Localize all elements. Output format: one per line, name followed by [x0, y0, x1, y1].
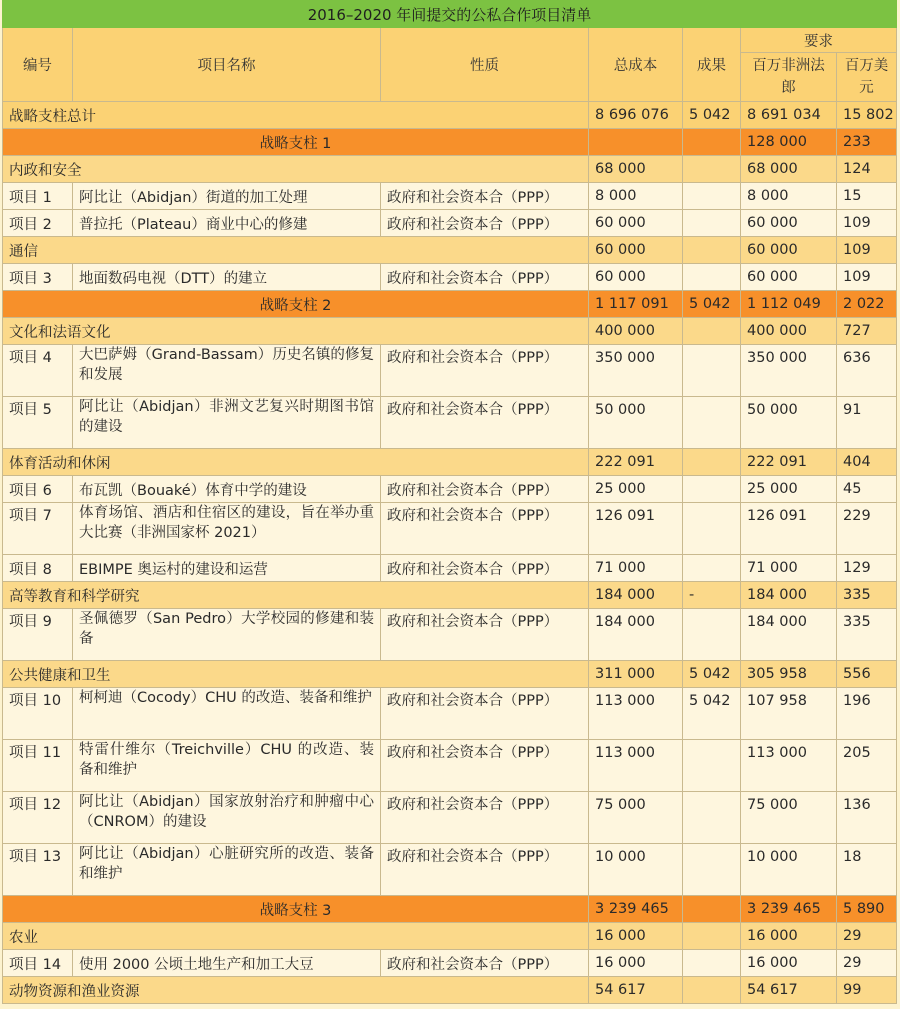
usd-cell: 136	[837, 792, 897, 844]
project-id: 项目 7	[3, 503, 73, 555]
total-cost-cell: 16 000	[589, 923, 683, 950]
fcfa-cell: 60 000	[741, 264, 837, 291]
fcfa-cell: 305 958	[741, 661, 837, 688]
project-id: 项目 6	[3, 476, 73, 503]
project-name: 地面数码电视（DTT）的建立	[73, 264, 381, 291]
sector-row	[3, 661, 897, 688]
usd-cell: 335	[837, 609, 897, 661]
fcfa-cell: 50 000	[741, 397, 837, 449]
fcfa-cell: 10 000	[741, 844, 837, 896]
project-nature: 政府和社会资本合（PPP）	[381, 264, 589, 291]
fcfa-cell: 25 000	[741, 476, 837, 503]
usd-cell: 109	[837, 237, 897, 264]
result-cell: -	[683, 582, 741, 609]
usd-cell: 109	[837, 264, 897, 291]
result-cell	[683, 844, 741, 896]
sector-name: 高等教育和科学研究	[3, 582, 589, 609]
total-cost-cell: 3 239 465	[589, 896, 683, 923]
total-cost-cell: 71 000	[589, 555, 683, 582]
pillar-name: 战略支柱 3	[3, 896, 589, 923]
usd-cell: 727	[837, 318, 897, 345]
ppp-project-table	[2, 0, 897, 1004]
result-cell	[683, 156, 741, 183]
total-cost-cell: 311 000	[589, 661, 683, 688]
project-id: 项目 3	[3, 264, 73, 291]
header-fcfa: 百万非洲法郎	[741, 53, 837, 102]
project-name: 阿比让（Abidjan）街道的加工处理	[73, 183, 381, 210]
project-row	[3, 844, 897, 896]
project-id: 项目 1	[3, 183, 73, 210]
fcfa-cell: 60 000	[741, 237, 837, 264]
usd-cell: 229	[837, 503, 897, 555]
usd-cell: 196	[837, 688, 897, 740]
result-cell	[683, 950, 741, 977]
result-cell: 5 042	[683, 291, 741, 318]
header-row-1	[3, 28, 897, 53]
fcfa-cell: 184 000	[741, 582, 837, 609]
result-cell	[683, 740, 741, 792]
result-cell	[683, 609, 741, 661]
sector-name: 农业	[3, 923, 589, 950]
fcfa-cell: 54 617	[741, 977, 837, 1004]
usd-cell: 91	[837, 397, 897, 449]
table-title-row	[3, 1, 897, 28]
sector-name: 文化和法语文化	[3, 318, 589, 345]
fcfa-cell: 128 000	[741, 129, 837, 156]
total-cost-cell: 1 117 091	[589, 291, 683, 318]
project-nature: 政府和社会资本合（PPP）	[381, 792, 589, 844]
project-id: 项目 8	[3, 555, 73, 582]
project-row	[3, 210, 897, 237]
project-name: 阿比让（Abidjan）非洲文艺复兴时期图书馆的建设	[73, 397, 381, 449]
total-cost-cell: 54 617	[589, 977, 683, 1004]
project-nature: 政府和社会资本合（PPP）	[381, 210, 589, 237]
header-id: 编号	[3, 28, 73, 102]
fcfa-cell: 400 000	[741, 318, 837, 345]
project-row	[3, 397, 897, 449]
usd-cell: 29	[837, 950, 897, 977]
project-row	[3, 264, 897, 291]
grand-total-label: 战略支柱总计	[3, 102, 589, 129]
usd-cell: 124	[837, 156, 897, 183]
project-nature: 政府和社会资本合（PPP）	[381, 844, 589, 896]
total-cost-cell: 60 000	[589, 237, 683, 264]
total-cost-cell: 8 000	[589, 183, 683, 210]
usd-cell: 5 890	[837, 896, 897, 923]
usd-cell: 556	[837, 661, 897, 688]
result-cell	[683, 923, 741, 950]
fcfa-cell: 68 000	[741, 156, 837, 183]
sector-name: 公共健康和卫生	[3, 661, 589, 688]
sector-row	[3, 449, 897, 476]
project-row	[3, 503, 897, 555]
sector-row	[3, 156, 897, 183]
header-total-cost: 总成本	[589, 28, 683, 102]
result-cell	[683, 183, 741, 210]
project-id: 项目 2	[3, 210, 73, 237]
grand-total-fcfa: 8 691 034	[741, 102, 837, 129]
pillar-row	[3, 291, 897, 318]
fcfa-cell: 222 091	[741, 449, 837, 476]
fcfa-cell: 184 000	[741, 609, 837, 661]
header-name: 项目名称	[73, 28, 381, 102]
result-cell	[683, 397, 741, 449]
grand-total-usd: 15 802	[837, 102, 897, 129]
result-cell	[683, 210, 741, 237]
result-cell	[683, 345, 741, 397]
fcfa-cell: 350 000	[741, 345, 837, 397]
project-nature: 政府和社会资本合（PPP）	[381, 740, 589, 792]
usd-cell: 45	[837, 476, 897, 503]
sector-row	[3, 923, 897, 950]
total-cost-cell: 60 000	[589, 210, 683, 237]
fcfa-cell: 75 000	[741, 792, 837, 844]
project-name: 阿比让（Abidjan）心脏研究所的改造、装备和维护	[73, 844, 381, 896]
result-cell	[683, 896, 741, 923]
sector-row	[3, 582, 897, 609]
usd-cell: 636	[837, 345, 897, 397]
usd-cell: 15	[837, 183, 897, 210]
fcfa-cell: 3 239 465	[741, 896, 837, 923]
usd-cell: 233	[837, 129, 897, 156]
project-nature: 政府和社会资本合（PPP）	[381, 397, 589, 449]
sector-name: 通信	[3, 237, 589, 264]
usd-cell: 18	[837, 844, 897, 896]
project-nature: 政府和社会资本合（PPP）	[381, 183, 589, 210]
table-title: 2016–2020 年间提交的公私合作项目清单	[3, 1, 897, 28]
sector-row	[3, 977, 897, 1004]
usd-cell: 2 022	[837, 291, 897, 318]
fcfa-cell: 113 000	[741, 740, 837, 792]
sector-row	[3, 237, 897, 264]
total-cost-cell	[589, 129, 683, 156]
result-cell	[683, 503, 741, 555]
project-id: 项目 5	[3, 397, 73, 449]
sector-name: 内政和安全	[3, 156, 589, 183]
project-id: 项目 12	[3, 792, 73, 844]
usd-cell: 404	[837, 449, 897, 476]
sector-name: 动物资源和渔业资源	[3, 977, 589, 1004]
result-cell	[683, 792, 741, 844]
total-cost-cell: 222 091	[589, 449, 683, 476]
project-nature: 政府和社会资本合（PPP）	[381, 476, 589, 503]
grand-total-result: 5 042	[683, 102, 741, 129]
result-cell	[683, 476, 741, 503]
project-id: 项目 9	[3, 609, 73, 661]
header-result: 成果	[683, 28, 741, 102]
pillar-row	[3, 129, 897, 156]
project-row	[3, 688, 897, 740]
grand-total-cost: 8 696 076	[589, 102, 683, 129]
fcfa-cell: 8 000	[741, 183, 837, 210]
total-cost-cell: 50 000	[589, 397, 683, 449]
result-cell	[683, 555, 741, 582]
result-cell	[683, 129, 741, 156]
total-cost-cell: 60 000	[589, 264, 683, 291]
total-cost-cell: 25 000	[589, 476, 683, 503]
project-row	[3, 555, 897, 582]
result-cell	[683, 237, 741, 264]
project-row	[3, 792, 897, 844]
project-name: 布瓦凯（Bouaké）体育中学的建设	[73, 476, 381, 503]
project-name: EBIMPE 奥运村的建设和运营	[73, 555, 381, 582]
fcfa-cell: 16 000	[741, 950, 837, 977]
project-nature: 政府和社会资本合（PPP）	[381, 503, 589, 555]
fcfa-cell: 107 958	[741, 688, 837, 740]
total-cost-cell: 68 000	[589, 156, 683, 183]
project-row	[3, 183, 897, 210]
usd-cell: 129	[837, 555, 897, 582]
result-cell: 5 042	[683, 688, 741, 740]
usd-cell: 99	[837, 977, 897, 1004]
result-cell	[683, 977, 741, 1004]
total-cost-cell: 184 000	[589, 609, 683, 661]
total-cost-cell: 113 000	[589, 740, 683, 792]
result-cell: 5 042	[683, 661, 741, 688]
usd-cell: 29	[837, 923, 897, 950]
project-nature: 政府和社会资本合（PPP）	[381, 345, 589, 397]
project-name: 体育场馆、酒店和住宿区的建设，旨在举办重大比赛（非洲国家杯 2021）	[73, 503, 381, 555]
pillar-name: 战略支柱 1	[3, 129, 589, 156]
header-usd: 百万美元	[837, 53, 897, 102]
fcfa-cell: 71 000	[741, 555, 837, 582]
project-nature: 政府和社会资本合（PPP）	[381, 555, 589, 582]
project-id: 项目 10	[3, 688, 73, 740]
result-cell	[683, 264, 741, 291]
project-nature: 政府和社会资本合（PPP）	[381, 950, 589, 977]
project-name: 圣佩德罗（San Pedro）大学校园的修建和装备	[73, 609, 381, 661]
header-requirement: 要求	[741, 28, 897, 53]
total-cost-cell: 126 091	[589, 503, 683, 555]
project-name: 特雷什维尔（Treichville）CHU 的改造、装备和维护	[73, 740, 381, 792]
result-cell	[683, 449, 741, 476]
total-cost-cell: 75 000	[589, 792, 683, 844]
project-id: 项目 11	[3, 740, 73, 792]
total-cost-cell: 10 000	[589, 844, 683, 896]
usd-cell: 335	[837, 582, 897, 609]
usd-cell: 109	[837, 210, 897, 237]
project-nature: 政府和社会资本合（PPP）	[381, 688, 589, 740]
project-id: 项目 4	[3, 345, 73, 397]
project-id: 项目 14	[3, 950, 73, 977]
result-cell	[683, 318, 741, 345]
project-row	[3, 609, 897, 661]
project-name: 大巴萨姆（Grand-Bassam）历史名镇的修复和发展	[73, 345, 381, 397]
fcfa-cell: 1 112 049	[741, 291, 837, 318]
total-cost-cell: 400 000	[589, 318, 683, 345]
project-row	[3, 950, 897, 977]
sector-row	[3, 318, 897, 345]
project-name: 使用 2000 公顷土地生产和加工大豆	[73, 950, 381, 977]
total-cost-cell: 184 000	[589, 582, 683, 609]
usd-cell: 205	[837, 740, 897, 792]
project-row	[3, 345, 897, 397]
total-cost-cell: 16 000	[589, 950, 683, 977]
project-row	[3, 740, 897, 792]
sector-name: 体育活动和休闲	[3, 449, 589, 476]
total-cost-cell: 113 000	[589, 688, 683, 740]
project-row	[3, 476, 897, 503]
project-name: 柯柯迪（Cocody）CHU 的改造、装备和维护	[73, 688, 381, 740]
grand-total-row	[3, 102, 897, 129]
total-cost-cell: 350 000	[589, 345, 683, 397]
project-id: 项目 13	[3, 844, 73, 896]
fcfa-cell: 60 000	[741, 210, 837, 237]
project-name: 阿比让（Abidjan）国家放射治疗和肿瘤中心（CNROM）的建设	[73, 792, 381, 844]
fcfa-cell: 16 000	[741, 923, 837, 950]
pillar-row	[3, 896, 897, 923]
header-nature: 性质	[381, 28, 589, 102]
project-nature: 政府和社会资本合（PPP）	[381, 609, 589, 661]
fcfa-cell: 126 091	[741, 503, 837, 555]
pillar-name: 战略支柱 2	[3, 291, 589, 318]
project-name: 普拉托（Plateau）商业中心的修建	[73, 210, 381, 237]
